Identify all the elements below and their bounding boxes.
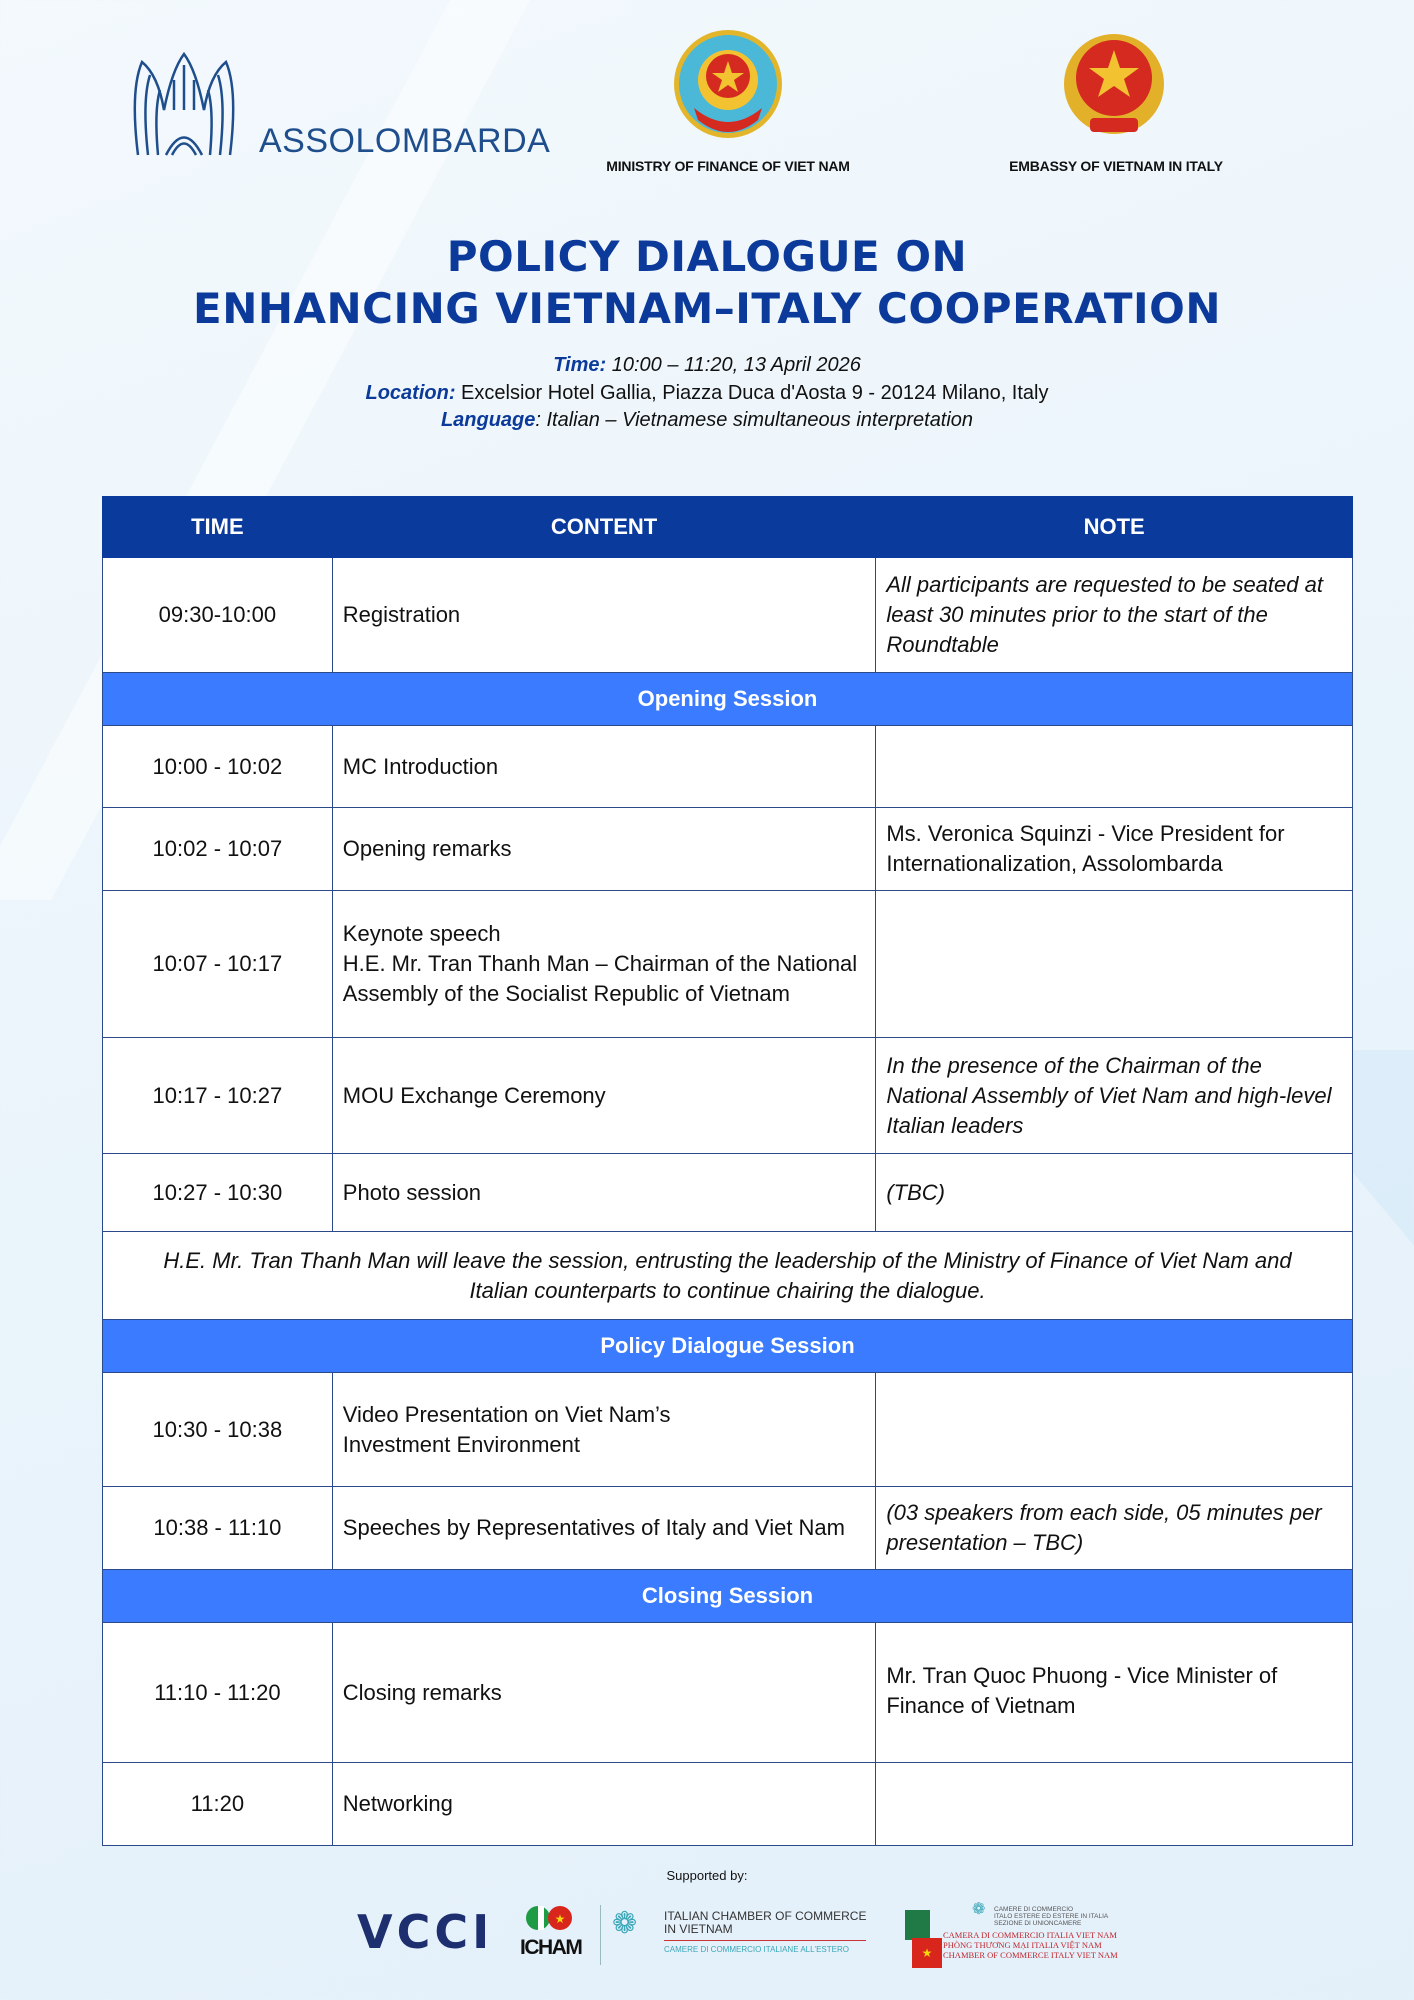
time-value: 10:00 – 11:20, 13 April 2026	[606, 354, 861, 376]
row-time: 11:20	[103, 1763, 333, 1846]
announcement-row	[103, 1232, 1353, 1320]
location-label: Location:	[365, 382, 456, 404]
session-row	[103, 1570, 1353, 1623]
icham-text	[664, 1910, 866, 1956]
row-content: Registration	[332, 558, 876, 673]
icham-line-1: ITALIAN CHAMBER OF COMMERCE	[664, 1909, 867, 1923]
assolombarda-wordmark: ASSOLOMBARDA	[259, 122, 551, 160]
title-line-2: ENHANCING VIETNAM–ITALY COOPERATION	[193, 284, 1221, 333]
row-time: 10:38 - 11:10	[103, 1487, 333, 1570]
event-location	[0, 382, 1414, 405]
icham-line-3: CAMERE DI COMMERCIO ITALIANE ALL'ESTERO	[664, 1940, 866, 1956]
row-time: 10:02 - 10:07	[103, 808, 333, 891]
language-value: : Italian – Vietnamese simultaneous interpretation	[535, 409, 974, 431]
session-row	[103, 673, 1353, 726]
ccie-swirl-icon: ❁	[972, 1901, 986, 1918]
row-content	[332, 891, 876, 1038]
row-content: Speeches by Representatives of Italy and Viet Nam	[332, 1487, 876, 1570]
table-row	[103, 1487, 1353, 1570]
vcci-logo: VCCI	[357, 1905, 494, 1959]
divider	[600, 1905, 601, 1965]
supported-by-label: Supported by:	[666, 1868, 748, 1883]
row-time: 11:10 - 11:20	[103, 1623, 333, 1763]
camera-line-2: PHÒNG THƯƠNG MẠI ITALIA VIỆT NAM	[943, 1940, 1102, 1950]
ccie-swirl-icon: ❁	[612, 1907, 638, 1940]
table-header-row	[103, 497, 1353, 558]
icham-wordmark: ICHAM	[520, 1936, 582, 1959]
row-note: Ms. Veronica Squinzi - Vice President for Internationalization, Assolombarda	[876, 808, 1353, 891]
camere-line-3: SEZIONE DI UNIONCAMERE	[994, 1920, 1082, 1927]
row-note: (03 speakers from each side, 05 minutes per presentation – TBC)	[876, 1487, 1353, 1570]
row-content: Networking	[332, 1763, 876, 1846]
row-note	[876, 891, 1353, 1038]
row-content: Opening remarks	[332, 808, 876, 891]
row-note: All participants are requested to be seated at least 30 minutes prior to the start of the Roundtable	[876, 558, 1353, 673]
row-note: In the presence of the Chairman of the National Assembly of Viet Nam and high-level Italian leaders	[876, 1038, 1353, 1154]
announcement-text: H.E. Mr. Tran Thanh Man will leave the session, entrusting the leadership of the Ministry of Finance of Viet Nam and Italian counterparts to continue chairing the dialogue.	[103, 1232, 1353, 1320]
assolombarda-eagle-icon	[128, 50, 240, 162]
header-time: TIME	[103, 497, 333, 558]
table-row	[103, 1038, 1353, 1154]
event-time	[0, 354, 1414, 377]
icham-line-2: IN VIETNAM	[664, 1922, 733, 1936]
row-time: 10:17 - 10:27	[103, 1038, 333, 1154]
ministry-of-finance-label: MINISTRY OF FINANCE OF VIET NAM	[606, 158, 850, 174]
agenda-table	[102, 496, 1353, 1846]
row-content: Video Presentation on Viet Nam’s Investment Environment	[332, 1373, 876, 1487]
title-line-1: POLICY DIALOGUE ON	[446, 232, 968, 281]
row-content: MC Introduction	[332, 726, 876, 808]
row-note: (TBC)	[876, 1154, 1353, 1232]
table-row	[103, 1623, 1353, 1763]
table-row	[103, 891, 1353, 1038]
table-row	[103, 558, 1353, 673]
embassy-label: EMBASSY OF VIETNAM IN ITALY	[1009, 158, 1223, 174]
icham-logo	[520, 1905, 581, 1960]
camere-commercio-text	[972, 1901, 1109, 1927]
content-line-1: Keynote speech	[342, 921, 501, 946]
session-title: Policy Dialogue Session	[103, 1320, 1353, 1373]
assolombarda-logo	[128, 50, 240, 167]
content-line-2: H.E. Mr. Tran Thanh Man – Chairman of the National Assembly of the Socialist Republic of Vietnam	[342, 951, 858, 1006]
header-note: NOTE	[876, 497, 1353, 558]
row-note	[876, 1763, 1353, 1846]
row-content: Closing remarks	[332, 1623, 876, 1763]
row-time: 10:07 - 10:17	[103, 891, 333, 1038]
row-time: 10:00 - 10:02	[103, 726, 333, 808]
svg-text:★: ★	[554, 1912, 566, 1926]
table-row	[103, 808, 1353, 891]
event-language	[0, 409, 1414, 432]
table-row	[103, 1373, 1353, 1487]
camera-line-1: CAMERA DI COMMERCIO ITALIA VIET NAM	[943, 1930, 1117, 1940]
time-label: Time:	[553, 354, 607, 376]
italy-vietnam-flags-icon	[520, 1905, 580, 1931]
row-note: Mr. Tran Quoc Phuong - Vice Minister of Finance of Vietnam	[876, 1623, 1353, 1763]
ministry-of-finance-emblem	[672, 28, 784, 145]
table-row	[103, 1154, 1353, 1232]
row-time: 10:30 - 10:38	[103, 1373, 333, 1487]
camere-line-2: ITALO ESTERE ED ESTERE IN ITALIA	[994, 1913, 1109, 1920]
vietnam-national-emblem	[1060, 32, 1168, 149]
camera-italia-vietnam-text	[943, 1930, 1118, 1960]
session-row	[103, 1320, 1353, 1373]
header-content: CONTENT	[332, 497, 876, 558]
row-note	[876, 726, 1353, 808]
session-title: Opening Session	[103, 673, 1353, 726]
row-note	[876, 1373, 1353, 1487]
row-time: 09:30-10:00	[103, 558, 333, 673]
row-content: Photo session	[332, 1154, 876, 1232]
table-row	[103, 726, 1353, 808]
language-label: Language	[440, 409, 536, 431]
camera-line-3: CHAMBER OF COMMERCE ITALY VIET NAM	[943, 1950, 1118, 1960]
session-title: Closing Session	[103, 1570, 1353, 1623]
table-row	[103, 1763, 1353, 1846]
row-content: MOU Exchange Ceremony	[332, 1038, 876, 1154]
row-time: 10:27 - 10:30	[103, 1154, 333, 1232]
location-value: Excelsior Hotel Gallia, Piazza Duca d'Aosta 9 - 20124 Milano, Italy	[455, 382, 1049, 404]
camere-line-1: CAMERE DI COMMERCIO	[994, 1906, 1074, 1913]
